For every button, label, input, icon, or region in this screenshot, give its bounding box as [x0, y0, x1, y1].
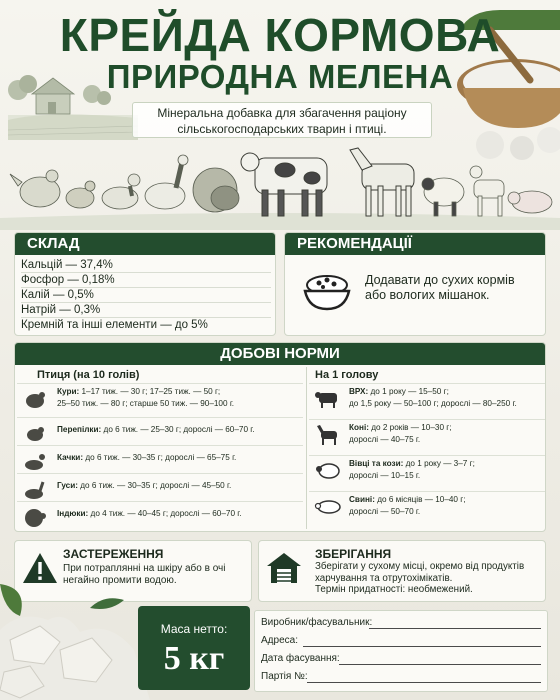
- norm-value: до 6 тиж. — 30–35 г; дорослі — 65–75 г.: [83, 453, 237, 462]
- recommendations-line-2: або вологих мішанок.: [365, 288, 490, 302]
- norm-value: до 4 тиж. — 40–45 г; дорослі — 60–70 г.: [88, 509, 242, 518]
- manufacturer-label: Виробник/фасувальник:: [261, 617, 373, 628]
- description-line-1: Мінеральна добавка для збагачення раціону: [157, 106, 407, 120]
- product-description: [132, 102, 432, 138]
- composition-item: Калій — 0,5%: [21, 289, 271, 303]
- recommendations-panel: [284, 232, 546, 336]
- norm-value: до 2 років — 10–30 г;: [368, 423, 452, 432]
- norm-value: до 1 року — 3–7 г;: [403, 459, 475, 468]
- norm-name: ВРХ:: [349, 387, 369, 396]
- norm-row-pigs: [309, 491, 545, 529]
- net-weight-badge: [138, 606, 250, 690]
- norm-row-ducks: [17, 445, 303, 473]
- sheep-figure: [422, 178, 464, 216]
- pig-icon: [313, 496, 343, 518]
- norm-name: Гуси:: [57, 481, 78, 490]
- sheep-icon: [313, 460, 343, 482]
- cow-figure: [241, 153, 327, 216]
- product-title: КРЕЙДА КОРМОВА: [59, 9, 501, 61]
- address-label: Адреса:: [261, 635, 298, 646]
- batch-field-line[interactable]: [307, 682, 541, 683]
- hen-icon: [21, 388, 51, 410]
- producer-info-panel: [254, 610, 548, 692]
- norm-value: до 6 місяців — 10–40 г;: [374, 495, 466, 504]
- norm-row-horses: [309, 419, 545, 455]
- norm-name: Перепілки:: [57, 425, 102, 434]
- cow-icon: [313, 388, 343, 410]
- duck-figure: [102, 174, 140, 209]
- storage-text: [315, 561, 543, 596]
- manufacturer-field-line[interactable]: [369, 628, 541, 629]
- composition-item: Фосфор — 0,18%: [21, 274, 271, 288]
- batch-label: Партія №:: [261, 671, 308, 682]
- turkey-figure: [193, 168, 239, 212]
- warehouse-icon: [265, 549, 303, 587]
- composition-item: Натрій — 0,3%: [21, 304, 271, 318]
- description-line-2: сільськогосподарських тварин і птиці.: [177, 122, 387, 136]
- goose-figure: [145, 155, 188, 209]
- composition-item: Кремній та інші елементи — до 5%: [21, 319, 208, 331]
- norm-row-turkeys: [17, 501, 303, 529]
- norm-name: Коні:: [349, 423, 369, 432]
- storage-line-3: Термін придатності: необмежений.: [315, 584, 473, 595]
- warning-heading: ЗАСТЕРЕЖЕННЯ: [63, 547, 164, 561]
- pack-date-field-line[interactable]: [339, 664, 541, 665]
- composition-heading: СКЛАД: [15, 233, 275, 255]
- animals-column-heading: На 1 голову: [315, 369, 379, 381]
- storage-panel: [258, 540, 546, 602]
- product-subtitle-title: ПРИРОДНА МЕЛЕНА: [106, 58, 454, 95]
- storage-line-1: Зберігати у сухому місці, окремо від продуктів: [315, 561, 525, 572]
- farm-animals-illustration: [0, 140, 560, 230]
- column-divider: [306, 367, 307, 529]
- quail-icon: [21, 422, 51, 444]
- norm-value: до 1,5 року — 50–100 г; дорослі — 80–250 г.: [349, 399, 517, 408]
- norm-row-sheep-goats: [309, 455, 545, 491]
- poultry-column-heading: Птиця (на 10 голів): [37, 369, 140, 381]
- composition-item: Кальцій — 37,4%: [21, 259, 271, 273]
- horse-icon: [313, 424, 343, 446]
- recommendations-heading: РЕКОМЕНДАЦІЇ: [285, 233, 545, 255]
- composition-panel: [14, 232, 276, 336]
- norm-value: дорослі — 40–75 г.: [349, 435, 421, 444]
- norm-value: до 1 року — 15–50 г;: [368, 387, 449, 396]
- turkey-icon: [21, 506, 51, 528]
- norm-name: Індюки:: [57, 509, 89, 518]
- pig-figure: [508, 191, 552, 213]
- goose-icon: [21, 478, 51, 500]
- norm-name: Вівці та кози:: [349, 459, 404, 468]
- net-weight-value: 5 кг: [163, 640, 225, 677]
- warning-line-1: При потраплянні на шкіру або в очі: [63, 563, 226, 574]
- norm-value: 1–17 тиж. — 30 г; 17–25 тиж. — 50 г;: [79, 387, 221, 396]
- quail-figure: [66, 181, 95, 208]
- norm-value: до 6 тиж. — 25–30 г; дорослі — 60–70 г.: [101, 425, 255, 434]
- daily-norms-panel: [14, 342, 546, 532]
- norm-row-geese: [17, 473, 303, 501]
- recommendations-line-1: Додавати до сухих кормів: [365, 273, 515, 287]
- feed-bowl-icon: [301, 269, 353, 313]
- recommendations-text: [365, 273, 540, 303]
- leaf-icon: [0, 580, 30, 620]
- norm-name: Качки:: [57, 453, 84, 462]
- warning-text: [63, 563, 248, 587]
- norm-row-hens: [17, 383, 303, 417]
- storage-line-2: харчування та отрутохімікатів.: [315, 572, 453, 584]
- norm-value: 25–50 тиж. — 80 г; старше 50 тиж. — 90–100 г.: [57, 399, 235, 408]
- norm-name: Кури:: [57, 387, 80, 396]
- address-field-line[interactable]: [303, 646, 541, 647]
- hen-figure: [10, 170, 60, 207]
- norm-row-cattle: [309, 383, 545, 419]
- norm-value: до 6 тиж. — 30–35 г; дорослі — 45–50 г.: [78, 481, 232, 490]
- norm-name: Свині:: [349, 495, 375, 504]
- net-weight-label: Маса нетто:: [160, 622, 228, 636]
- storage-heading: ЗБЕРІГАННЯ: [315, 547, 392, 561]
- norm-value: дорослі — 10–15 г.: [349, 471, 421, 480]
- warning-line-2: негайно промити водою.: [63, 575, 177, 586]
- norm-row-quails: [17, 417, 303, 445]
- norm-value: дорослі — 50–70 г.: [349, 507, 421, 516]
- goat-figure: [470, 166, 504, 216]
- horse-figure: [350, 148, 414, 216]
- pack-date-label: Дата фасування:: [261, 653, 340, 664]
- daily-norms-heading: ДОБОВІ НОРМИ: [15, 343, 545, 365]
- duck-icon: [21, 450, 51, 472]
